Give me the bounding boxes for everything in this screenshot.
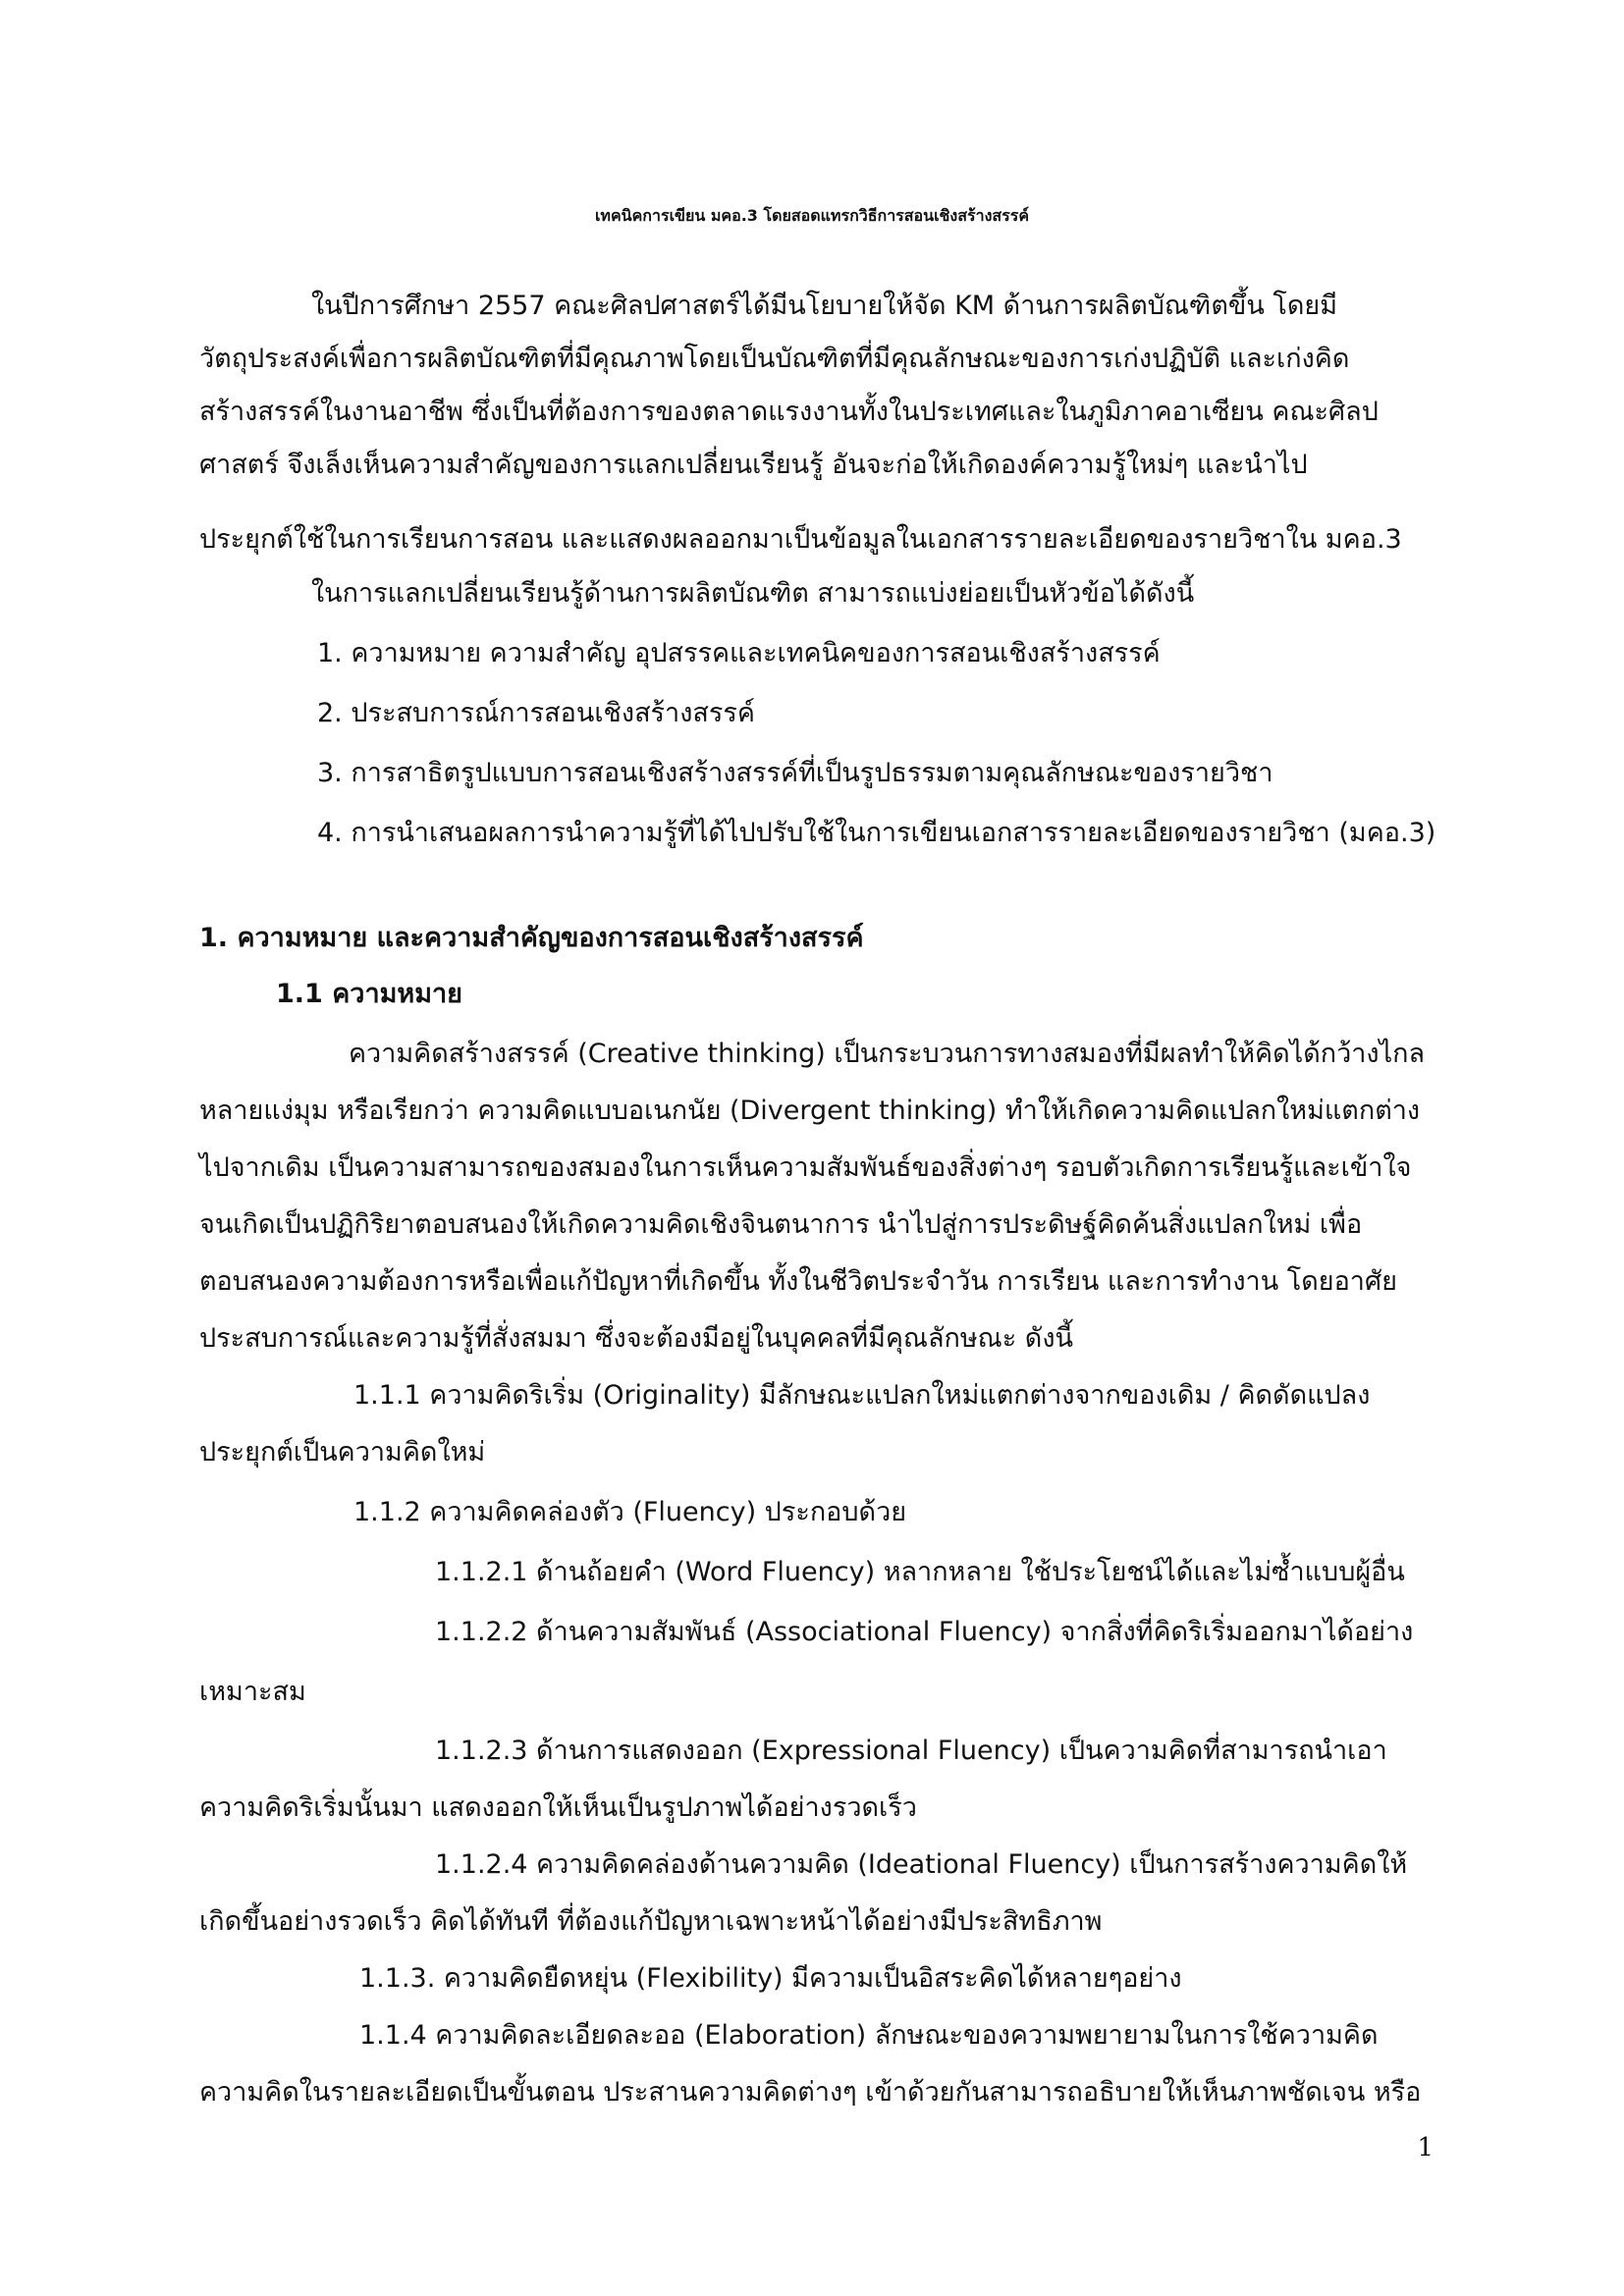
definition-line: จนเกิดเป็นปฏิกิริยาตอบสนองให้เกิดความคิดเชิงจินตนาการ นำไปสู่การประดิษฐ์คิดค้นสิ่งแปลกใหม่ เพื่อ (199, 1209, 1363, 1240)
item-associational-fluency-cont: เหมาะสม (199, 1677, 306, 1707)
item-flexibility: 1.1.3. ความคิดยืดหยุ่น (Flexibility) มีความเป็นอิสระคิดได้หลายๆอย่าง (359, 1963, 1182, 1994)
intro-line: สร้างสรรค์ในงานอาชีพ ซึ่งเป็นที่ต้องการของตลาดแรงงานทั้งในประเทศและในภูมิภาคอาเซียน คณะศิลป (199, 397, 1379, 427)
item-expressional-fluency: 1.1.2.3 ด้านการแสดงออก (Expressional Fluency) เป็นความคิดที่สามารถนำเอา (435, 1735, 1387, 1766)
item-ideational-fluency-cont: เกิดขึ้นอย่างรวดเร็ว คิดได้ทันที ที่ต้องแก้ปัญหาเฉพาะหน้าได้อย่างมีประสิทธิภาพ (199, 1906, 1103, 1937)
topic-item: 3. การสาธิตรูปแบบการสอนเชิงสร้างสรรค์ที่เป็นรูปธรรมตามคุณลักษณะของรายวิชา (317, 758, 1273, 788)
document-title: เทคนิคการเขียน มคอ.3 โดยสอดแทรกวิธีการสอนเชิงสร้างสรรค์ (594, 206, 1030, 225)
definition-line: ตอบสนองความต้องการหรือเพื่อแก้ปัญหาที่เกิดขึ้น ทั้งในชีวิตประจำวัน การเรียน และการทำงาน โดยอาศัย (199, 1266, 1397, 1297)
sub-heading: 1.1 ความหมาย (276, 979, 462, 1009)
definition-line: ประสบการณ์และความรู้ที่สั่งสมมา ซึ่งจะต้องมีอยู่ในบุคคลที่มีคุณลักษณะ ดังนี้ (199, 1323, 1073, 1354)
item-originality-cont: ประยุกต์เป็นความคิดใหม่ (199, 1437, 486, 1468)
page-number: 1 (1417, 2133, 1434, 2163)
item-expressional-fluency-cont: ความคิดริเริ่มนั้นมา แสดงออกให้เห็นเป็นรูปภาพได้อย่างรวดเร็ว (199, 1792, 917, 1823)
definition-line: ความคิดสร้างสรรค์ (Creative thinking) เป็นกระบวนการทางสมองที่มีผลทำให้คิดได้กว้างไกล (349, 1039, 1426, 1069)
item-word-fluency: 1.1.2.1 ด้านถ้อยคำ (Word Fluency) หลากหลาย ใช้ประโยชน์ได้และไม่ซ้ำแบบผู้อื่น (435, 1557, 1405, 1587)
intro-line: วัตถุประสงค์เพื่อการผลิตบัณฑิตที่มีคุณภาพโดยเป็นบัณฑิตที่มีคุณลักษณะของการเก่งปฏิบัติ และเก่งคิด (199, 344, 1350, 374)
item-elaboration-cont: ความคิดในรายละเอียดเป็นขั้นตอน ประสานความคิดต่างๆ เข้าด้วยกันสามารถอธิบายให้เห็นภาพชัดเจน หรือ (199, 2077, 1422, 2108)
item-originality: 1.1.1 ความคิดริเริ่ม (Originality) มีลักษณะแปลกใหม่แตกต่างจากของเดิม / คิดดัดแปลง (353, 1380, 1371, 1411)
topic-item: 1. ความหมาย ความสำคัญ อุปสรรคและเทคนิคของการสอนเชิงสร้างสรรค์ (317, 638, 1161, 668)
topics-intro: ในการแลกเปลี่ยนเรียนรู้ด้านการผลิตบัณฑิต สามารถแบ่งย่อยเป็นหัวข้อได้ดังนี้ (311, 578, 1195, 609)
item-associational-fluency: 1.1.2.2 ด้านความสัมพันธ์ (Associational Fluency) จากสิ่งที่คิดริเริ่มออกมาได้อย่าง (435, 1617, 1414, 1647)
topic-item: 2. ประสบการณ์การสอนเชิงสร้างสรรค์ (317, 698, 755, 728)
section-heading: 1. ความหมาย และความสำคัญของการสอนเชิงสร้างสรรค์ (199, 923, 864, 953)
item-elaboration: 1.1.4 ความคิดละเอียดละออ (Elaboration) ลักษณะของความพยายามในการใช้ความคิด (359, 2020, 1379, 2051)
definition-line: หลายแง่มุม หรือเรียกว่า ความคิดแบบอเนกนัย (Divergent thinking) ทำให้เกิดความคิดแปลกใหม่แตกต่าง (199, 1095, 1421, 1126)
definition-line: ไปจากเดิม เป็นความสามารถของสมองในการเห็นความสัมพันธ์ของสิ่งต่างๆ รอบตัวเกิดการเรียนรู้และเข้าใจ (199, 1152, 1412, 1183)
topic-item: 4. การนำเสนอผลการนำความรู้ที่ได้ไปปรับใช้ในการเขียนเอกสารรายละเอียดของรายวิชา (มคอ.3) (317, 818, 1436, 848)
item-fluency: 1.1.2 ความคิดคล่องตัว (Fluency) ประกอบด้วย (353, 1497, 907, 1527)
intro-line: ในปีการศึกษา 2557 คณะศิลปศาสตร์ได้มีนโยบายให้จัด KM ด้านการผลิตบัณฑิตขึ้น โดยมี (311, 291, 1338, 321)
intro-line: ประยุกต์ใช้ในการเรียนการสอน และแสดงผลออกมาเป็นข้อมูลในเอกสารรายละเอียดของรายวิชาใน มคอ.3 (199, 524, 1402, 555)
item-ideational-fluency: 1.1.2.4 ความคิดคล่องด้านความคิด (Ideational Fluency) เป็นการสร้างความคิดให้ (435, 1849, 1408, 1880)
intro-line: ศาสตร์ จึงเล็งเห็นความสำคัญของการแลกเปลี่ยนเรียนรู้ อันจะก่อให้เกิดองค์ความรู้ใหม่ๆ และนำไป (199, 450, 1308, 480)
